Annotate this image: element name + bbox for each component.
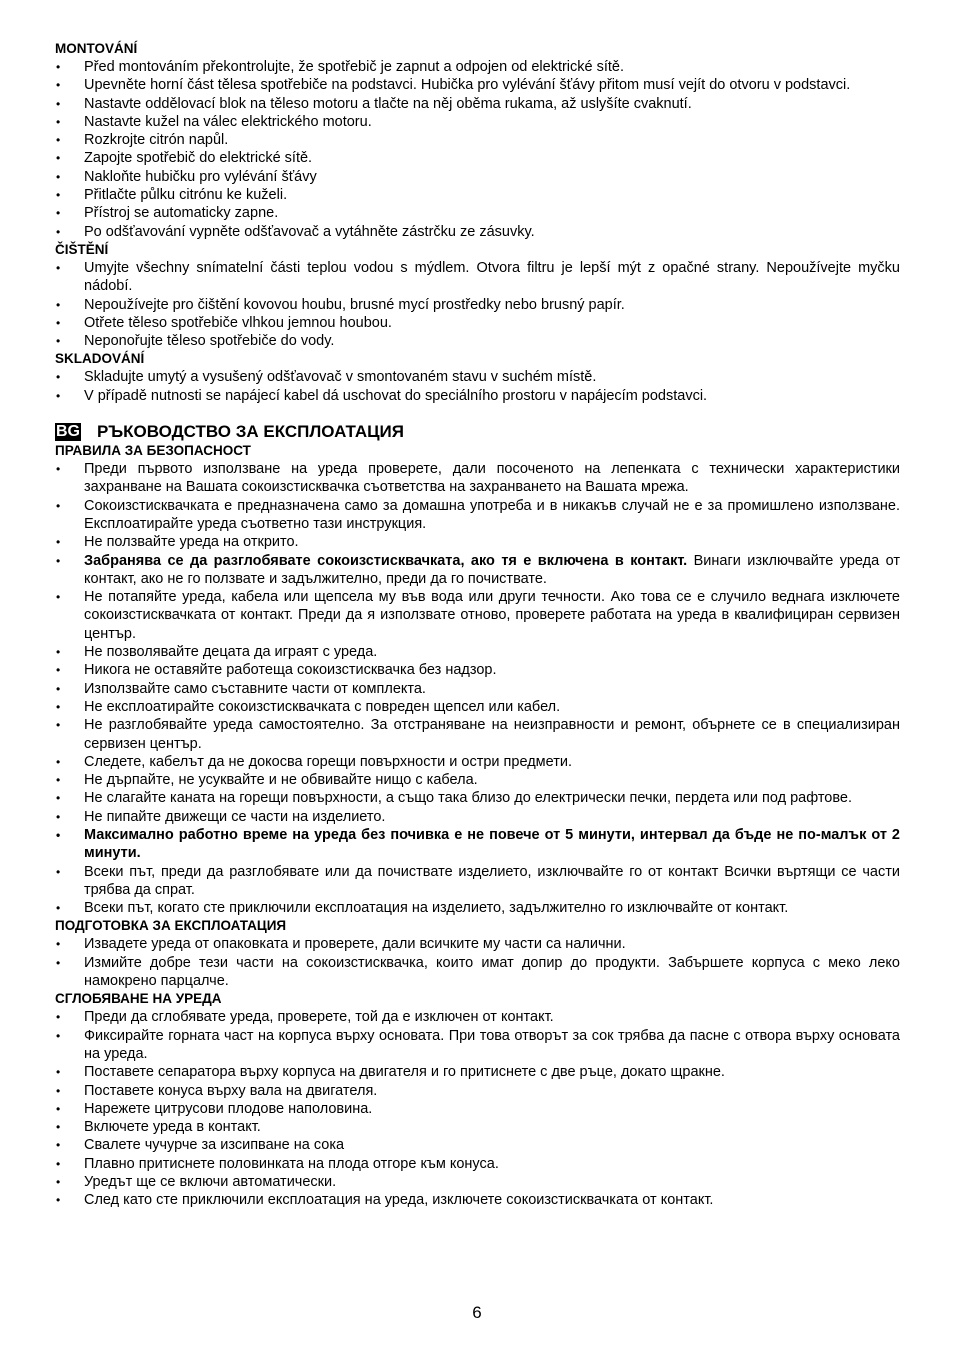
list-item: • Nakloňte hubičku pro vylévání šťávy <box>55 168 900 186</box>
list-item: • Не потапяйте уреда, кабела или щепсела му във вода или други течности. Ако това се е случило веднага изключете сокоизстисквачката от контакт. Преди да я използвате отново, проверете работата на уреда в квалифициран сервизен център. <box>55 588 900 643</box>
document-title: РЪКОВОДСТВО ЗА ЕКСПЛОАТАЦИЯ <box>97 422 404 442</box>
list-item: • Плавно притиснете половинката на плода отгоре към конуса. <box>55 1155 900 1173</box>
list-item: • Не ползвайте уреда на открито. <box>55 533 900 551</box>
section-heading-sglobyavane: СГЛОБЯВАНЕ НА УРЕДА <box>55 991 222 1007</box>
list-pravila <box>55 460 900 917</box>
page-number: 6 <box>472 1303 482 1322</box>
list-item: • Upevněte horní část tělesa spotřebiče na podstavci. Hubička pro vylévání šťávy přitom musí vejít do otvoru v podstavci. <box>55 76 900 94</box>
list-item: • Neponořujte těleso spotřebiče do vody. <box>55 332 900 350</box>
list-item: • Свалете чучурче за изсипване на сока <box>55 1136 900 1154</box>
language-badge: BG <box>56 422 80 440</box>
list-item: • Umyjte všechny snímatelní části teplou vodou s mýdlem. Otvora filtru je lepší mýt z opačné strany. Nepoužívejte myčku nádobí. <box>55 259 900 296</box>
list-item: • Преди да сглобявате уреда, проверете, той да е изключен от контакт. <box>55 1008 900 1026</box>
list-item: • Нарежете цитрусови плодове наполовина. <box>55 1100 900 1118</box>
list-item: • Всеки път, преди да разглобявате или да почиствате изделието, изключвайте го от контакт Всички въртящи се части трябва да спрат. <box>55 863 900 900</box>
list-item: • Включете уреда в контакт. <box>55 1118 900 1136</box>
list-item: • Po odšťavování vypněte odšťavovač a vytáhněte zástrčku ze zásuvky. <box>55 223 900 241</box>
list-item: • След като сте приключили експлоатация на уреда, изключете сокоизстисквачката от контакт. <box>55 1191 900 1209</box>
list-item: • Измийте добре тези части на сокоизстисквачка, които имат допир до продукти. Забършете корпуса с меко леко намокрено парцалче. <box>55 954 900 991</box>
list-item: • Skladujte umytý a vysušený odšťavovač v smontovaném stavu v suchém místě. <box>55 368 900 386</box>
list-item: • Nastavte oddělovací blok na těleso motoru a tlačte na něj oběma rukama, až uslyšíte cvaknutí. <box>55 95 900 113</box>
list-item: • Използвайте само съставните части от комплекта. <box>55 680 900 698</box>
section-heading-pravila: ПРАВИЛА ЗА БЕЗОПАСНОСТ <box>55 443 251 459</box>
list-item: • Следете, кабелът да не докосва горещи повърхности и остри предмети. <box>55 753 900 771</box>
list-item: • Поставете конуса върху вала на двигателя. <box>55 1082 900 1100</box>
list-item: • Před montováním překontrolujte, že spotřebič je zapnut a odpojen od elektrické sítě. <box>55 58 900 76</box>
list-item: • Не експлоатирайте сокоизстисквачката с повреден щепсел или кабел. <box>55 698 900 716</box>
list-item: • Поставете сепаратора върху корпуса на двигателя и го притиснете с две ръце, докато щракне. <box>55 1063 900 1081</box>
bg-title-row <box>55 421 900 442</box>
list-item: • Не слагайте каната на горещи повърхности, а също така близо до електрически печки, пердета или под рафтове. <box>55 789 900 807</box>
section-heading-skladovani: SKLADOVÁNÍ <box>55 351 145 367</box>
list-item: • Přístroj se automaticky zapne. <box>55 204 900 222</box>
list-item: • Фиксирайте горната част на корпуса върху основата. При това отворът за сок трябва да пасне с отвора върху основата на уреда. <box>55 1027 900 1064</box>
list-skladovani <box>55 368 900 405</box>
list-item: • Не дърпайте, не усуквайте и не обвивайте нищо с кабела. <box>55 771 900 789</box>
list-item: • Никога не оставяйте работеща сокоизстисквачка без надзор. <box>55 661 900 679</box>
list-item: • Не пипайте движещи се части на изделието. <box>55 808 900 826</box>
list-item <box>55 552 900 589</box>
list-item: • Nepoužívejte pro čištění kovovou houbu, brusné mycí prostředky nebo brusný papír. <box>55 296 900 314</box>
list-item: • Уредът ще се включи автоматически. <box>55 1173 900 1191</box>
list-item: • Не позволявайте децата да играят с уреда. <box>55 643 900 661</box>
section-heading-cisteni: ČIŠTĚNÍ <box>55 241 109 257</box>
list-item: • Не разглобявайте уреда самостоятелно. За отстраняване на неизправности и ремонт, обърнете се в специализиран сервизен център. <box>55 716 900 753</box>
list-item: • Otřete těleso spotřebiče vlhkou jemnou houbou. <box>55 314 900 332</box>
list-item: • Извадете уреда от опаковката и проверете, дали всичките му части са налични. <box>55 935 900 953</box>
section-heading-montovani: MONTOVÁNÍ <box>55 41 138 56</box>
warning-continuation: Винаги изключвайте уреда от контакт, ако не го ползвате и задължително, преди да го почиствате. <box>84 552 900 587</box>
list-item-bold: • Максимално работно време на уреда без почивка е не повече от 5 минути, интервал да бъде не по-малък от 2 минути. <box>55 826 900 863</box>
list-item: • Rozkrojte citrón napůl. <box>55 131 900 149</box>
list-item: • Всеки път, когато сте приключили експлоатация на изделието, задължително го изключвайте от контакт. <box>55 899 900 917</box>
list-item: • Zapojte spotřebič do elektrické sítě. <box>55 149 900 167</box>
bold-warning: Забранява се да разглобявате сокоизстисквачката, ако тя е включена в контакт. <box>84 552 688 569</box>
list-podgotovka <box>55 935 900 990</box>
list-item: • Přitlačte půlku citrónu ke kuželi. <box>55 186 900 204</box>
list-item: • V případě nutnosti se napájecí kabel dá uschovat do speciálního prostoru v napájecím podstavci. <box>55 387 900 405</box>
section-heading-podgotovka: ПОДГОТОВКА ЗА ЕКСПЛОАТАЦИЯ <box>55 918 287 934</box>
list-cisteni <box>55 259 900 350</box>
list-montovani <box>55 58 900 241</box>
list-item: • Сокоизстисквачката е предназначена само за домашна употреба и в никакъв случай не е за промишлено използване. Експлоатирайте уреда съответно тази инструкция. <box>55 497 900 534</box>
list-item: • Преди първото използване на уреда проверете, дали посоченото на лепенката с технически характеристики захранване на Вашата сокоизстисквачка съответства на захранването на Вашата мрежа. <box>55 460 900 497</box>
list-sglobyavane <box>55 1008 900 1209</box>
list-item: • Nastavte kužel na válec elektrického motoru. <box>55 113 900 131</box>
